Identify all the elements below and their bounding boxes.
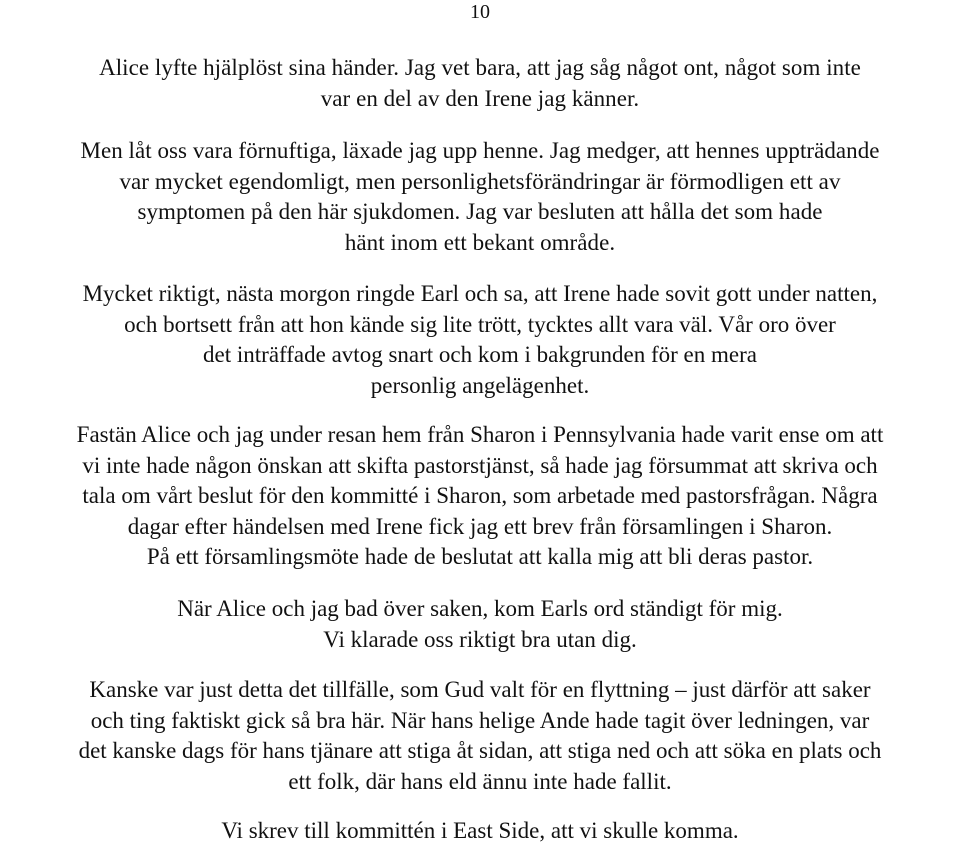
text-line: Vi skrev till kommittén i East Side, att vi skulle komma. [221, 818, 739, 843]
paragraph [0, 53, 960, 114]
text-line: På ett församlingsmöte hade de beslutat att kalla mig att bli deras pastor. [146, 544, 814, 570]
text-line: hänt inom ett bekant område. [344, 229, 616, 255]
text-line: var en del av den Irene jag känner. [320, 85, 640, 111]
paragraph [0, 594, 960, 655]
text-line: dagar efter händelsen med Irene fick jag ett brev från församlingen i Sharon. [127, 513, 833, 539]
paragraph [0, 675, 960, 797]
text-line: personlig angelägenhet. [370, 372, 590, 398]
paragraph [0, 420, 960, 573]
text-line: Mycket riktigt, nästa morgon ringde Earl och sa, att Irene hade sovit gott under natten, [82, 281, 878, 306]
text-line: och ting faktiskt gick så bra här. När hans helige Ande hade tagit över ledningen, var [90, 707, 870, 733]
text-line: och bortsett från att hon kände sig lite trött, tycktes allt vara väl. Vår oro över [124, 311, 836, 337]
text-line: vi inte hade någon önskan att skifta pastorstjänst, så hade jag försummat att skriva och [82, 452, 878, 478]
text-line: Men låt oss vara förnuftiga, läxade jag upp henne. Jag medger, att hennes uppträdande [80, 138, 880, 163]
text-line: Vi klarade oss riktigt bra utan dig. [323, 626, 637, 652]
text-line: symptomen på den här sjukdomen. Jag var besluten att hålla det som hade [137, 199, 823, 225]
text-line: Kanske var just detta det tillfälle, som Gud valt för en flyttning – just därför att saker [89, 677, 871, 702]
text-line: Alice lyfte hjälplöst sina händer. Jag vet bara, att jag såg något ont, något som inte [99, 55, 861, 80]
text-line: ett folk, där hans eld ännu inte hade fallit. [288, 768, 672, 794]
text-line: tala om vårt beslut för den kommitté i Sharon, som arbetade med pastorsfrågan. Några [82, 483, 878, 509]
text-line: var mycket egendomligt, men personlighetsförändringar är förmodligen ett av [119, 168, 841, 194]
paragraph [0, 279, 960, 401]
page-number: 10 [470, 1, 490, 23]
text-line: Fastän Alice och jag under resan hem från Sharon i Pennsylvania hade varit ense om att [76, 422, 884, 447]
paragraph [0, 816, 960, 847]
text-line: det kanske dags för hans tjänare att stiga åt sidan, att stiga ned och att söka en plats och [78, 738, 882, 764]
text-line: När Alice och jag bad över saken, kom Earls ord ständigt för mig. [177, 596, 783, 621]
paragraph [0, 136, 960, 258]
text-line: det inträffade avtog snart och kom i bakgrunden för en mera [203, 342, 757, 368]
